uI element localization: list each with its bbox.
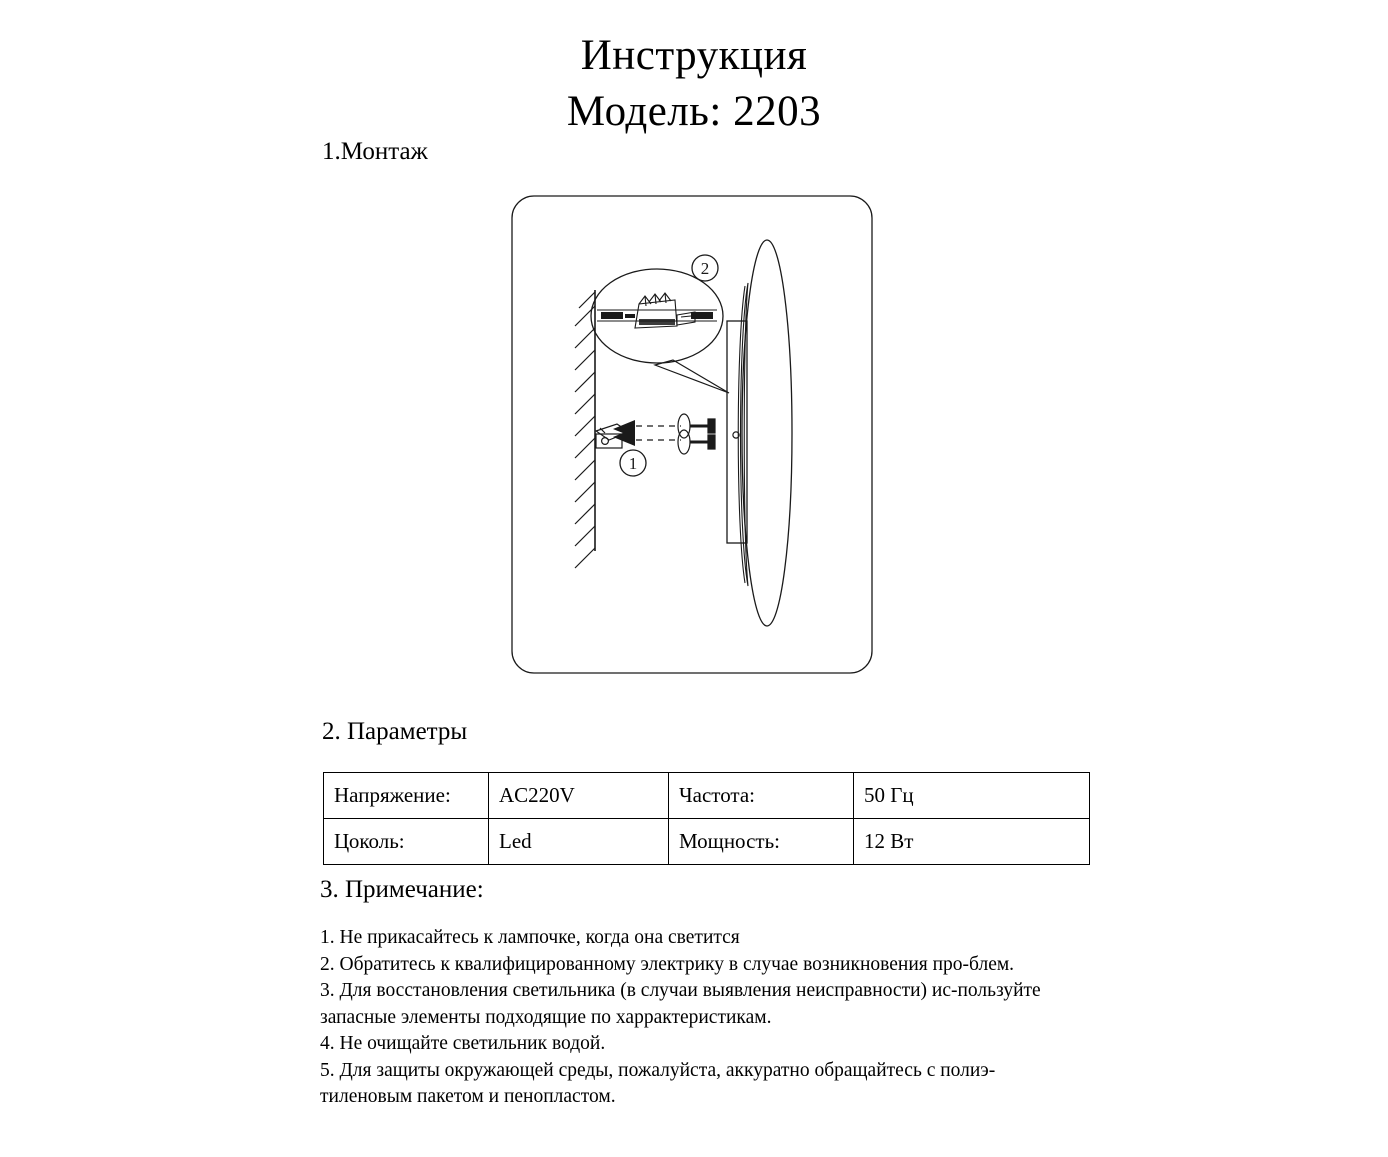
param-label-frequency: Частота:: [669, 773, 854, 819]
param-label-socket: Цоколь:: [324, 819, 489, 865]
table-row: [324, 819, 1090, 865]
wall-hatching: [575, 292, 595, 568]
lamp-body-outline: [742, 240, 792, 626]
model-subtitle: Модель: 2203: [566, 88, 822, 135]
param-value-socket: Led: [489, 819, 669, 865]
list-item: 1. Не прикасайтесь к лампочке, когда она светится: [320, 927, 740, 948]
section-heading-parameters: 2. Параметры: [322, 718, 468, 745]
page-title: Инструкция: [580, 32, 808, 79]
marker-label-1: 1: [628, 454, 638, 473]
list-item: 4. Не очищайте светильник водой.: [320, 1033, 606, 1054]
param-value-frequency: 50 Гц: [854, 773, 1090, 819]
marker-label-2: 2: [700, 259, 710, 278]
document-header: [0, 28, 1388, 140]
list-item: 3. Для восстановления светильника (в случаи выявления неисправности) ис-пользуйте запасные элементы подходящие по харрактеристикам.: [320, 980, 1041, 1028]
parameters-table: [323, 772, 1090, 865]
list-item: 5. Для защиты окружающей среды, пожалуйста, аккуратно обращайтесь с полиэ-тиленовым пакетом и пенопластом.: [320, 1059, 996, 1107]
assembly-guide-lines: [636, 426, 681, 440]
table-row: [324, 773, 1090, 819]
list-item: 2. Обратитесь к квалифицированному электрику в случае возникновения про-блем.: [320, 953, 1015, 975]
terminal-block-detail: [597, 293, 717, 328]
param-label-voltage: Напряжение:: [324, 773, 489, 819]
section-heading-notes: 3. Примечание:: [320, 876, 484, 903]
notes-list: [320, 925, 1060, 1111]
mounting-diagram: [505, 188, 879, 682]
section-heading-mounting: 1.Монтаж: [322, 138, 428, 165]
callout-tail-2: [655, 360, 729, 393]
param-value-voltage: AC220V: [489, 773, 669, 819]
param-value-power: 12 Вт: [854, 819, 1090, 865]
param-label-power: Мощность:: [669, 819, 854, 865]
